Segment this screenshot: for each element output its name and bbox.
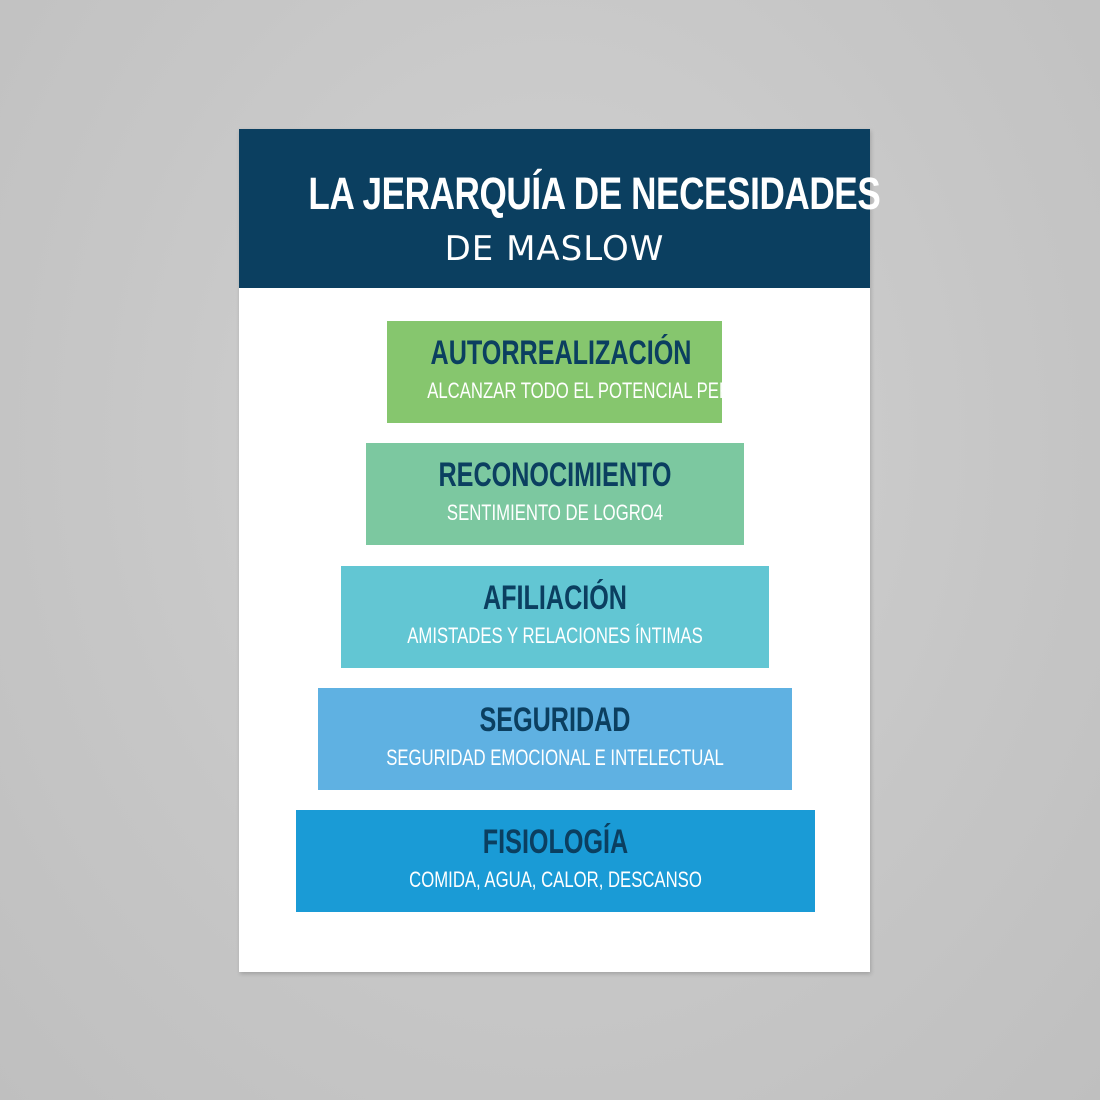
- poster-subtitle: DE MASLOW: [444, 229, 665, 269]
- level-name: RECONOCIMIENTO: [438, 456, 672, 494]
- level-description: SENTIMIENTO DE LOGRO4: [446, 500, 664, 525]
- level-name: AFILIACIÓN: [483, 579, 627, 617]
- level-seguridad: [318, 688, 792, 790]
- level-description: COMIDA, AGUA, CALOR, DESCANSO: [409, 867, 702, 892]
- level-autorrealizacion: [387, 321, 788, 423]
- level-description: AMISTADES Y RELACIONES ÍNTIMAS: [407, 623, 703, 648]
- level-name: FISIOLOGÍA: [482, 823, 629, 861]
- level-name: AUTORREALIZACIÓN: [430, 334, 692, 372]
- poster: [239, 129, 881, 972]
- poster-title: LA JERARQUÍA DE NECESIDADES: [308, 168, 881, 219]
- poster-header: [239, 129, 881, 288]
- level-reconocimiento: [366, 443, 744, 545]
- level-afiliacion: [341, 566, 769, 668]
- level-description: SEGURIDAD EMOCIONAL E INTELECTUAL: [386, 745, 724, 770]
- level-fisiologia: [296, 810, 815, 912]
- level-name: SEGURIDAD: [479, 701, 631, 739]
- level-description: ALCANZAR TODO EL POTENCIAL PERSONAL: [427, 378, 788, 403]
